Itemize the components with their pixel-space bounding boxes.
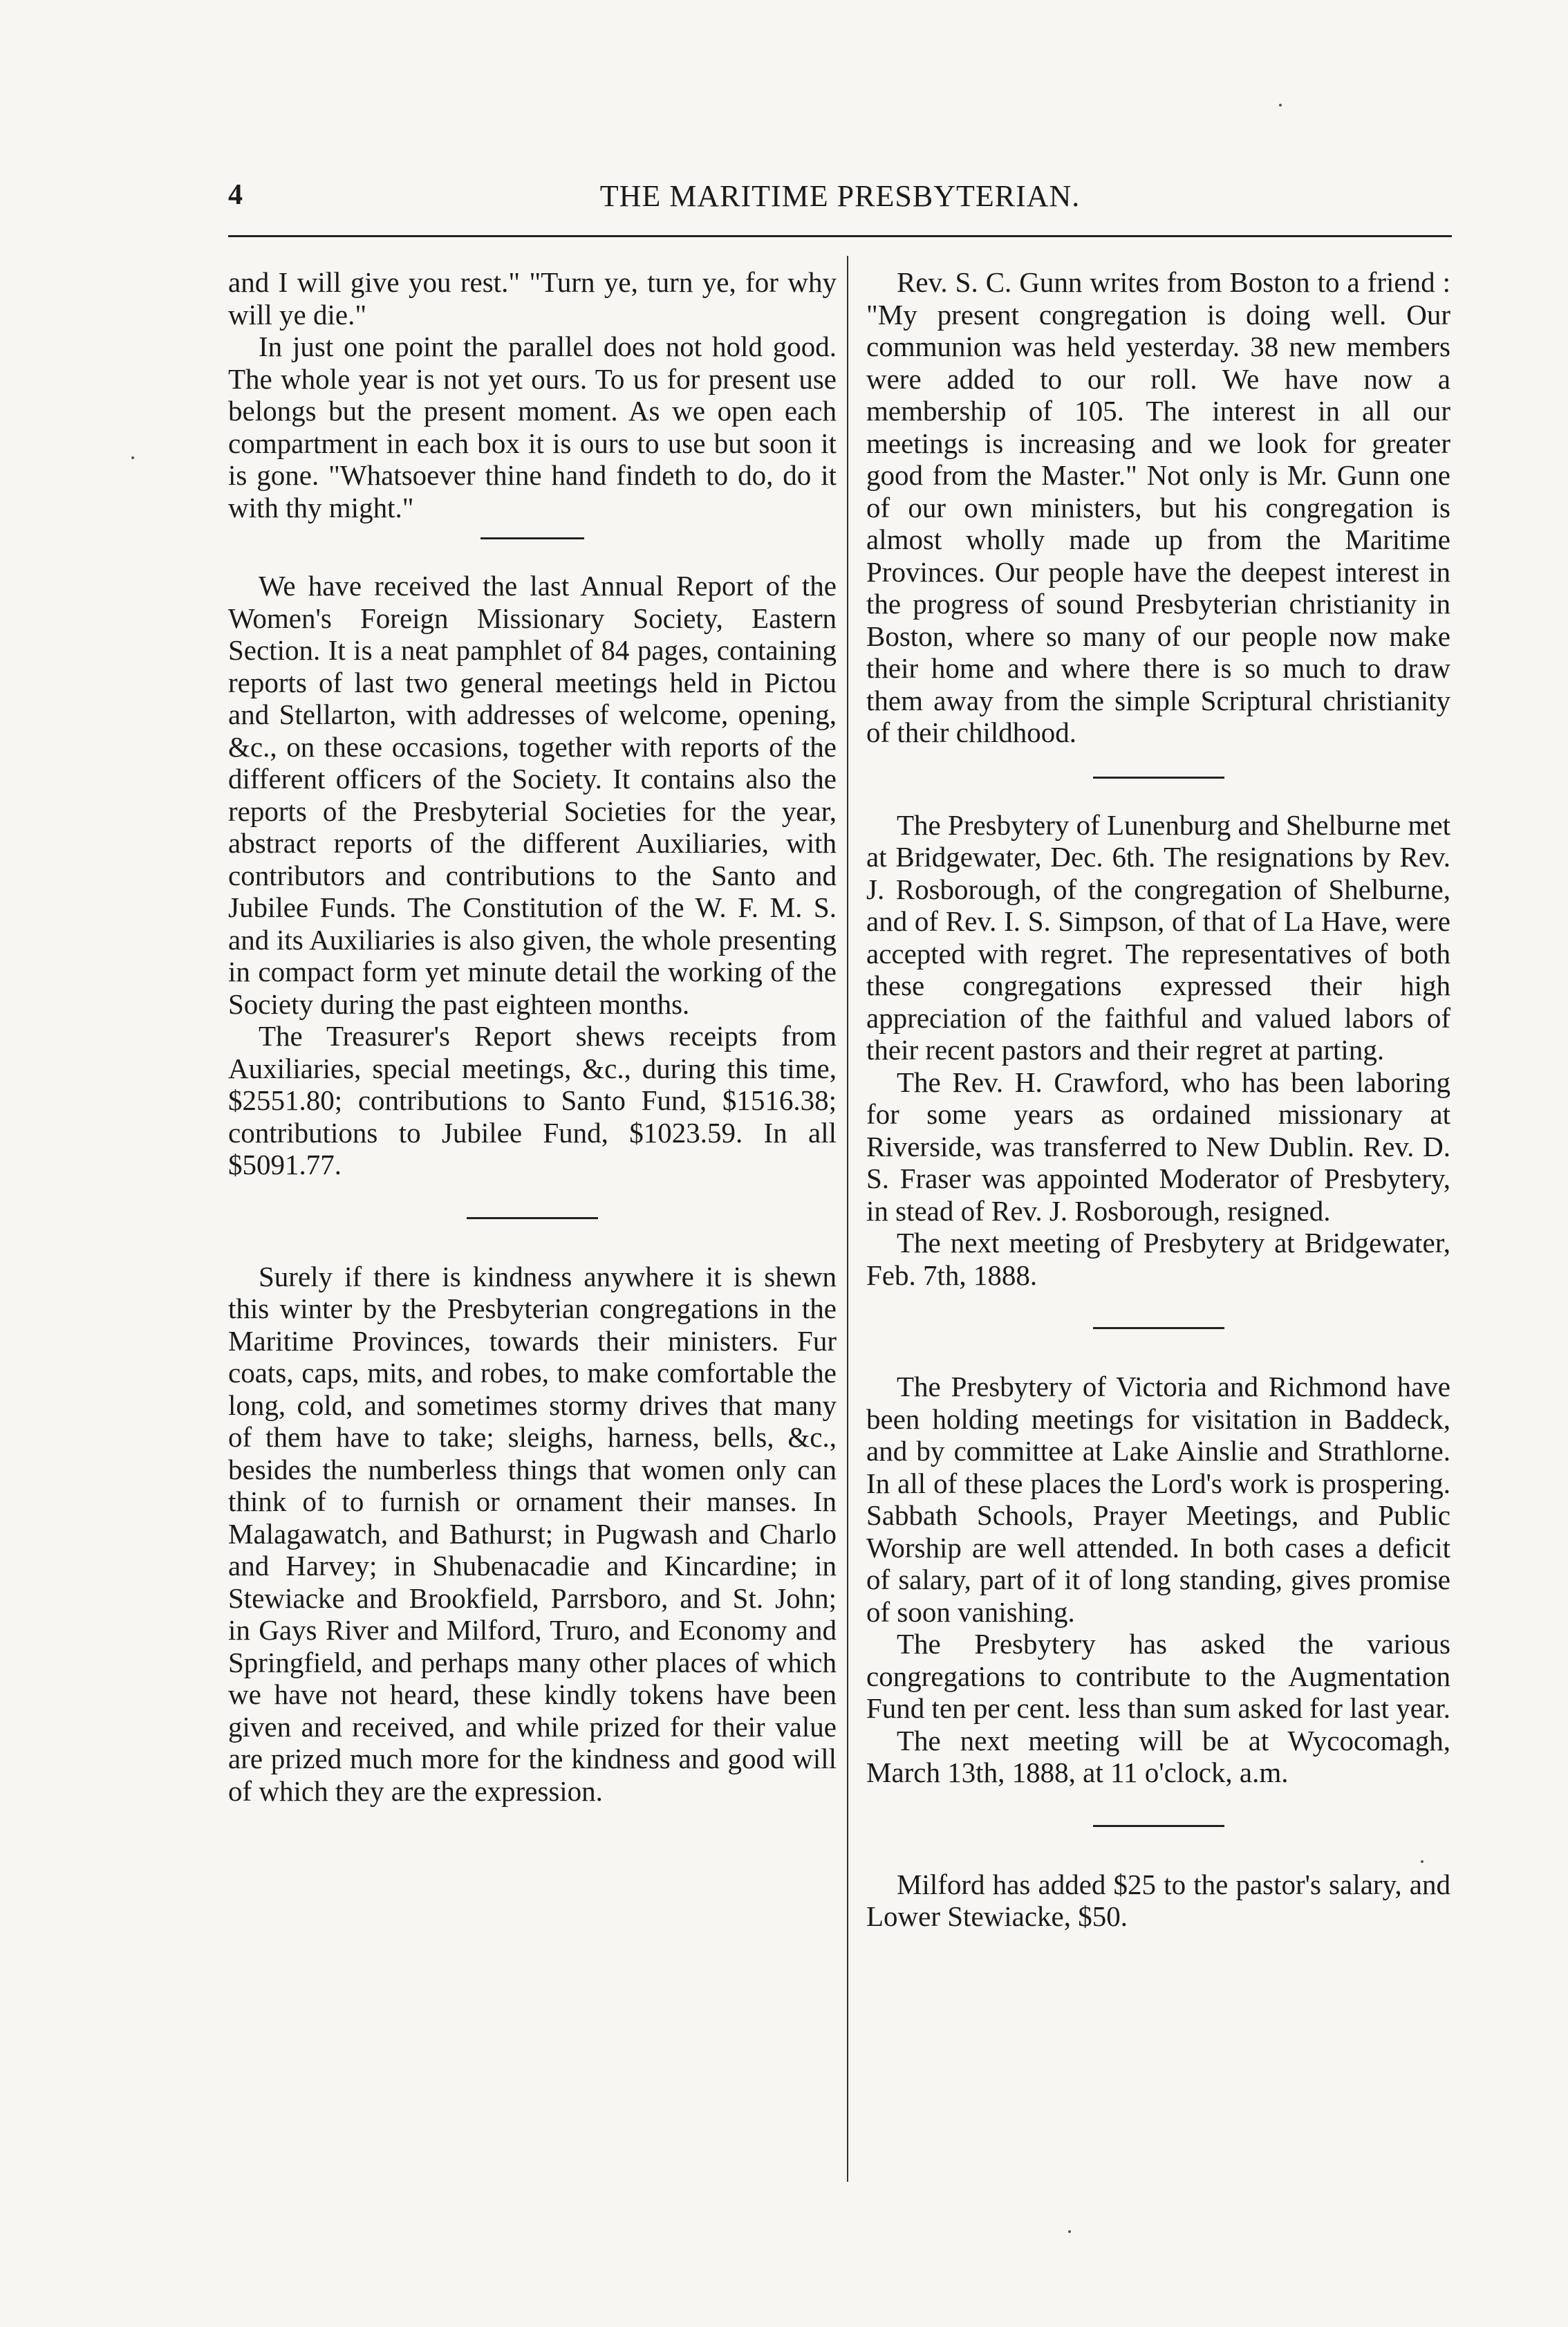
next-meeting-wycocomagh: The next meeting will be at Wycocomagh, March 13th, 1888, at 11 o'clock, a.m. xyxy=(866,1724,1450,1788)
victoria-richmond-article: The Presbytery of Victoria and Richmond have been holding meetings for visitation in Baddeck, and by committee at Lake Ainslie and Strathlorne. In all of these places the Lord's work is prospering. Sabbath Schools, Prayer Meetings, and Public Worship are well attended. In both cases a deficit of salary, part of it of long standing, gives promise of soon vanishing. xyxy=(866,1371,1450,1628)
article-continuation: and I will give you rest." "Turn ye, turn ye, for why will ye die." xyxy=(228,266,837,331)
section-divider xyxy=(480,537,584,539)
lunenburg-presbytery-article: The Presbytery of Lunenburg and Shelburne met at Bridgewater, Dec. 6th. The resignations by Rev. J. Rosborough, of the congregation of Shelburne, and of Rev. I. S. Simpson, of that of La Have, were accepted with regret. The representatives of both these congregations expressed their high appreciation of the faithful and valued labors of their recent pastors and their regret at parting. xyxy=(866,808,1450,1066)
crawford-paragraph: The Rev. H. Crawford, who has been laboring for some years as ordained missionary at Riverside, was transferred to New Dublin. Rev. D. S. Fraser was appointed Moderator of Presbytery, in stead of Rev. J. Rosborough, resigned. xyxy=(866,1066,1450,1227)
wfms-report-article: We have received the last Annual Report of the Women's Foreign Missionary Society, Eastern Section. It is a neat pamphlet of 84 pages, containing reports of last two general meetings held in Pictou and Stellarton, with addresses of welcome, opening, &c., on these occasions, together with reports of the different officers of the Society. It contains also the reports of the Presbyterial Societies for the year, abstract reports of the different Auxiliaries, with contributors and contributions to the Santo and Jubilee Funds. The Constitution of the W. F. M. S. and its Auxiliaries is also given, the whole presenting in compact form yet minute detail the working of the Society during the past eighteen months. xyxy=(228,570,837,1020)
kindness-article: Surely if there is kindness anywhere it is shewn this winter by the Presbyterian congregations in the Maritime Provinces, towards their ministers. Fur coats, caps, mits, and robes, to make comfortable the long, cold, and sometimes stormy drives that many of them have to take; sleighs, harness, bells, &c., besides the numberless things that women only can think of to furnish or ornament their manses. In Malagawatch, and Bathurst; in Pugwash and Charlo and Harvey; in Shubenacadie and Kincardine; in Stewiacke and Brookfield, Parrsboro, and St. John; in Gays River and Milford, Truro, and Economy and Springfield, and perhaps many other places of which we have not heard, these kindly tokens have been given and received, and while prized for their value are prized much more for the kindness and good will of which they are the expression. xyxy=(228,1260,837,1807)
page-header xyxy=(228,178,1452,227)
boston-gunn-article: Rev. S. C. Gunn writes from Boston to a friend : "My present congregation is doing well. Our communion was held yesterday. 38 new members were added to our roll. We have now a membership of 105. The interest in all our meetings is increasing and we look for greater good from the Master." Not only is Mr. Gunn one of our own ministers, but his congregation is almost wholly made up from the Maritime Provinces. Our people have the deepest interest in the progress of sound Presbyterian christianity in Boston, where so many of our people now make their home and where there is so much to draw them away from the simple Scriptural christianity of their childhood. xyxy=(866,266,1450,748)
next-meeting-bridgewater: The next meeting of Presbytery at Bridgewater, Feb. 7th, 1888. xyxy=(866,1227,1450,1291)
column-divider xyxy=(847,256,848,2182)
treasurer-report-paragraph: The Treasurer's Report shews receipts from Auxiliaries, special meetings, &c., during this time, $2551.80; contributions to Santo Fund, $1516.38; contributions to Jubilee Fund, $1023.59. In all $5091.77. xyxy=(228,1020,837,1180)
header-rule xyxy=(228,235,1452,237)
section-divider xyxy=(467,1217,598,1219)
milford-salary-note: Milford has added $25 to the pastor's salary, and Lower Stewiacke, $50. xyxy=(866,1868,1450,1932)
augmentation-paragraph: The Presbytery has asked the various congregations to contribute to the Augmentation Fund ten per cent. less than sum asked for last year. xyxy=(866,1628,1450,1724)
right-column xyxy=(866,266,1450,1933)
section-divider xyxy=(1093,1825,1224,1827)
print-speck xyxy=(131,456,134,459)
section-divider xyxy=(1093,1327,1224,1329)
print-speck xyxy=(1068,2230,1071,2233)
left-column xyxy=(228,266,837,1807)
print-speck xyxy=(1421,1860,1424,1863)
running-title: THE MARITIME PRESBYTERIAN. xyxy=(599,179,1081,213)
section-divider xyxy=(1093,777,1224,779)
article-paragraph: In just one point the parallel does not hold good. The whole year is not yet ours. To us for present use belongs but the present moment. As we open each compartment in each box it is ours to use but soon it is gone. "Whatsoever thine hand findeth to do, do it with thy might." xyxy=(228,331,837,523)
page-number: 4 xyxy=(228,179,243,211)
print-speck xyxy=(1279,104,1282,106)
